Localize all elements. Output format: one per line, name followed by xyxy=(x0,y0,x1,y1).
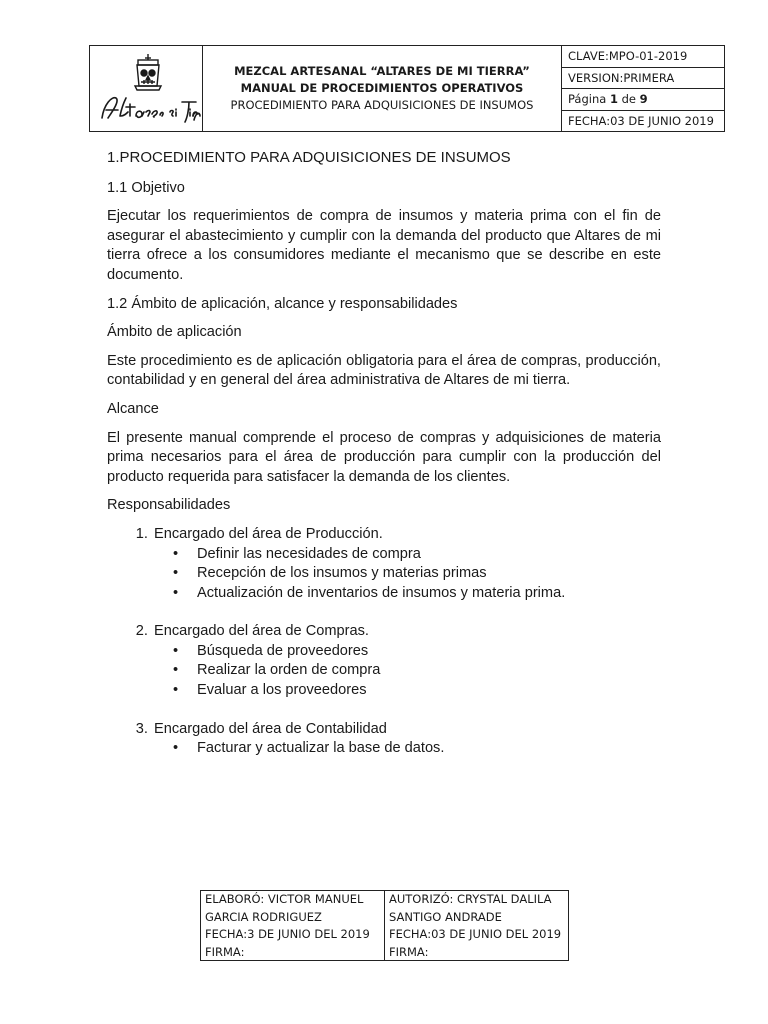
task-text: Realizar la orden de compra xyxy=(197,662,381,679)
task-text: Recepción de los insumos y materias primas xyxy=(197,565,487,582)
ambito-title: Ámbito de aplicación xyxy=(107,324,242,341)
bullet-dot-icon: • xyxy=(173,545,179,562)
document-body xyxy=(107,148,661,778)
list-item xyxy=(173,739,661,759)
version-field: VERSION:PRIMERA xyxy=(562,68,724,90)
elaboro-line: ELABORÓ: VICTOR MANUEL xyxy=(205,892,364,906)
elaboro-date: FECHA:3 DE JUNIO DEL 2019 xyxy=(205,927,370,941)
section-heading: 1.PROCEDIMIENTO PARA ADQUISICIONES DE INSUMOS xyxy=(107,149,511,166)
list-item xyxy=(152,622,661,700)
fecha-field: FECHA:03 DE JUNIO 2019 xyxy=(568,113,714,128)
list-item xyxy=(152,720,661,759)
list-item xyxy=(173,681,661,701)
bullet-dot-icon: • xyxy=(173,565,179,582)
responsabilidades-title: Responsabilidades xyxy=(107,497,231,514)
bullet-dot-icon: • xyxy=(173,584,179,601)
header-title-block xyxy=(203,46,562,131)
company-title: MEZCAL ARTESANAL “ALTARES DE MI TIERRA” xyxy=(234,64,530,78)
task-text: Facturar y actualizar la base de datos. xyxy=(197,740,445,757)
altar-skull-logo-icon xyxy=(90,46,202,132)
role-title: Encargado del área de Contabilidad xyxy=(154,720,387,737)
objetivo-title: 1.1 Objetivo xyxy=(107,179,185,196)
alcance-text: El presente manual comprende el proceso de compras y adquisiciones de materia prima necesarios para el área de producción para cumplir con la producción del producto requerida para satisfacer la demanda de los clientes. xyxy=(107,429,661,485)
list-item xyxy=(173,564,661,584)
page-total: 9 xyxy=(639,92,648,107)
autorizo-name: SANTIGO ANDRADE xyxy=(389,909,502,924)
list-item xyxy=(173,661,661,681)
elaboro-name: GARCIA RODRIGUEZ xyxy=(205,909,322,924)
role-title: Encargado del área de Producción. xyxy=(154,525,383,542)
page-of: de xyxy=(621,92,636,107)
elaboro-signature: FIRMA: xyxy=(205,944,245,959)
page-field xyxy=(562,89,724,111)
bullet-dot-icon: • xyxy=(173,642,179,659)
alcance-title: Alcance xyxy=(107,400,159,417)
autorizo-line: AUTORIZÓ: CRYSTAL DALILA xyxy=(389,892,552,906)
ambito-section-title: 1.2 Ámbito de aplicación, alcance y responsabilidades xyxy=(107,295,458,312)
header-meta xyxy=(562,46,724,131)
list-item xyxy=(173,584,661,604)
ambito-text: Este procedimiento es de aplicación obligatoria para el área de compras, producción, contabilidad y en general del área administrativa de Altares de mi tierra. xyxy=(107,352,661,389)
role-title: Encargado del área de Compras. xyxy=(154,623,369,640)
bullet-dot-icon: • xyxy=(173,682,179,699)
page-label: Página xyxy=(568,92,607,107)
manual-title: MANUAL DE PROCEDIMIENTOS OPERATIVOS xyxy=(240,81,524,95)
autorizo-signature: FIRMA: xyxy=(389,944,429,959)
signature-table xyxy=(200,890,569,961)
procedure-title: PROCEDIMIENTO PARA ADQUISICIONES DE INSUMOS xyxy=(230,98,534,112)
bullet-dot-icon: • xyxy=(173,740,179,757)
list-item xyxy=(173,545,661,565)
clave-field: CLAVE:MPO-01-2019 xyxy=(562,46,724,68)
autorizo-cell xyxy=(385,891,568,960)
logo xyxy=(90,46,203,131)
responsabilidades-list xyxy=(107,525,661,759)
task-text: Actualización de inventarios de insumos y materia prima. xyxy=(197,584,566,601)
page-current: 1 xyxy=(609,92,618,107)
elaboro-cell xyxy=(201,891,385,960)
objetivo-text: Ejecutar los requerimientos de compra de insumos y materia prima con el fin de asegurar el abastecimiento y cumplir con la demanda del producto que Altares de mi tierra ofrece a los consumidores mediante el mecanismo que se describe en este documento. xyxy=(107,208,661,283)
task-text: Evaluar a los proveedores xyxy=(197,682,367,699)
document-header xyxy=(89,45,725,132)
autorizo-date: FECHA:03 DE JUNIO DEL 2019 xyxy=(389,927,562,941)
task-text: Búsqueda de proveedores xyxy=(197,642,369,659)
task-text: Definir las necesidades de compra xyxy=(197,545,421,562)
bullet-dot-icon: • xyxy=(173,662,179,679)
list-item xyxy=(152,525,661,603)
list-item xyxy=(173,642,661,662)
